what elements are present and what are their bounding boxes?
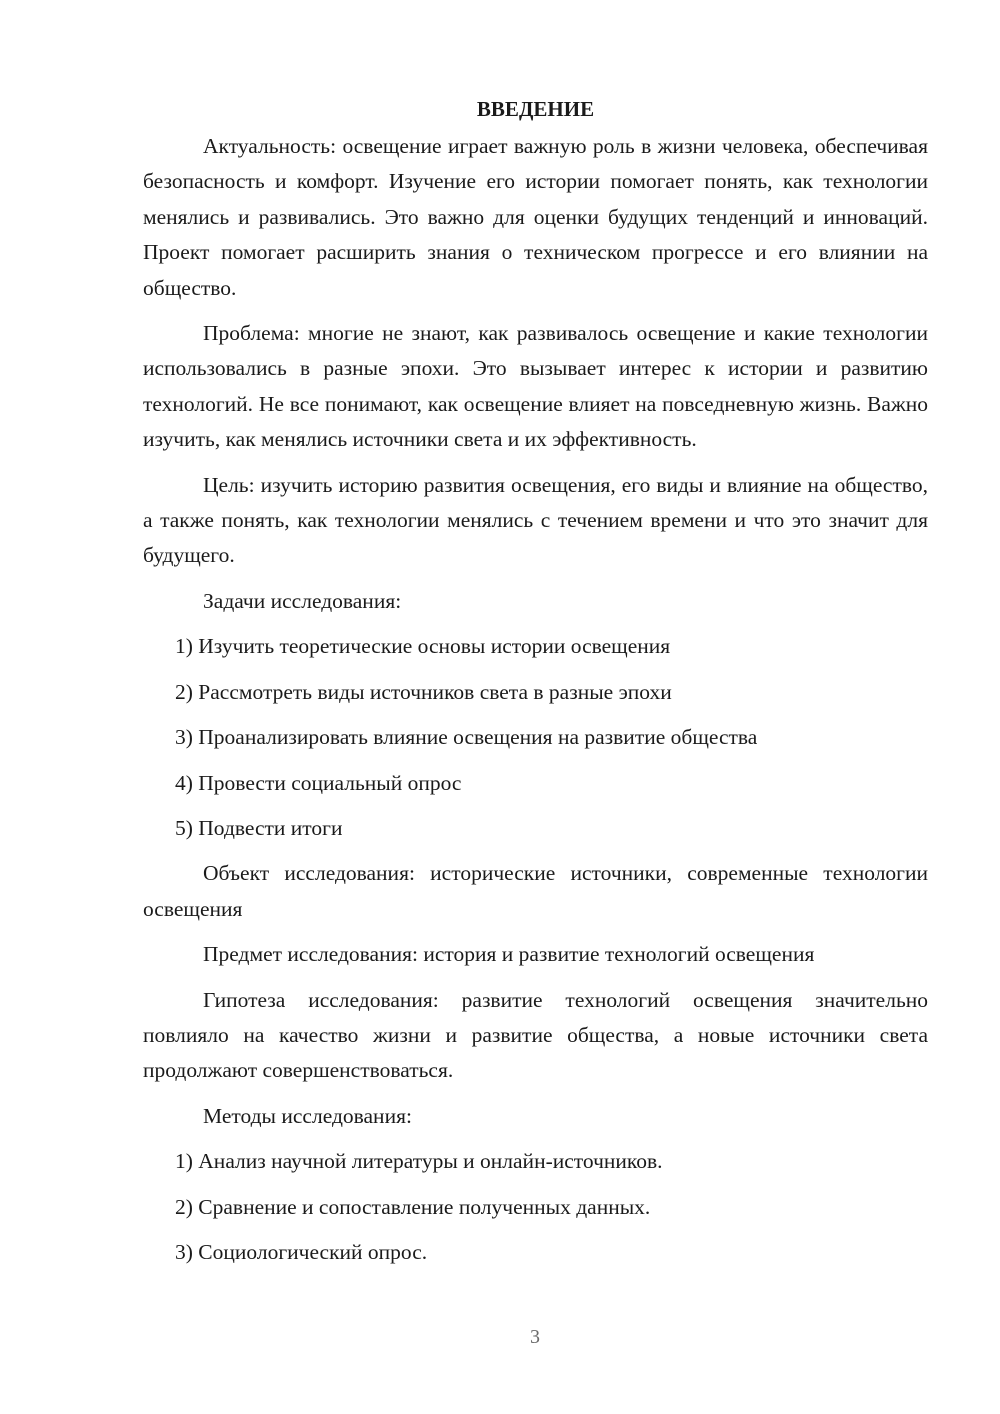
list-item: 1) Изучить теоретические основы истории освещения xyxy=(175,634,671,659)
tasks-heading: Задачи исследования: xyxy=(203,588,402,613)
list-item: 3) Проанализировать влияние освещения на развитие общества xyxy=(175,725,758,750)
methods-list xyxy=(143,1144,928,1270)
page-title: ВВЕДЕНИЕ xyxy=(476,97,595,121)
methods-heading: Методы исследования: xyxy=(203,1103,412,1128)
document-page xyxy=(143,92,928,1280)
page-number: 3 xyxy=(530,1326,540,1348)
list-item: 4) Провести социальный опрос xyxy=(175,770,462,795)
tasks-list xyxy=(143,629,928,846)
list-item: 2) Сравнение и сопоставление полученных данных. xyxy=(175,1194,651,1219)
object-paragraph: Объект исследования: исторические источники, современные технологии освещения xyxy=(143,861,928,921)
list-item: 1) Анализ научной литературы и онлайн-источников. xyxy=(175,1149,663,1174)
list-item: 5) Подвести итоги xyxy=(175,815,343,840)
goal-paragraph: Цель: изучить историю развития освещения, его виды и влияние на общество, а также понять, как технологии менялись с течением времени и что это значит для будущего. xyxy=(143,472,928,568)
problem-paragraph: Проблема: многие не знают, как развивалось освещение и какие технологии использовались в разные эпохи. Это вызывает интерес к истории и развитию технологий. Не все понимают, как освещение влияет на повседневную жизнь. Важно изучить, как менялись источники света и их эффективность. xyxy=(143,321,928,452)
list-item: 3) Социологический опрос. xyxy=(175,1239,428,1264)
subject-paragraph: Предмет исследования: история и развитие технологий освещения xyxy=(203,942,815,967)
list-item: 2) Рассмотреть виды источников света в разные эпохи xyxy=(175,679,672,704)
relevance-paragraph: Актуальность: освещение играет важную роль в жизни человека, обеспечивая безопасность и комфорт. Изучение его истории помогает понять, как технологии менялись и развивались. Это важно для оценки будущих тенденций и инноваций. Проект помогает расширить знания о техническом прогрессе и его влиянии на общество. xyxy=(143,134,928,300)
hypothesis-paragraph: Гипотеза исследования: развитие технологий освещения значительно повлияло на качество жизни и развитие общества, а новые источники света продолжают совершенствоваться. xyxy=(143,987,928,1083)
